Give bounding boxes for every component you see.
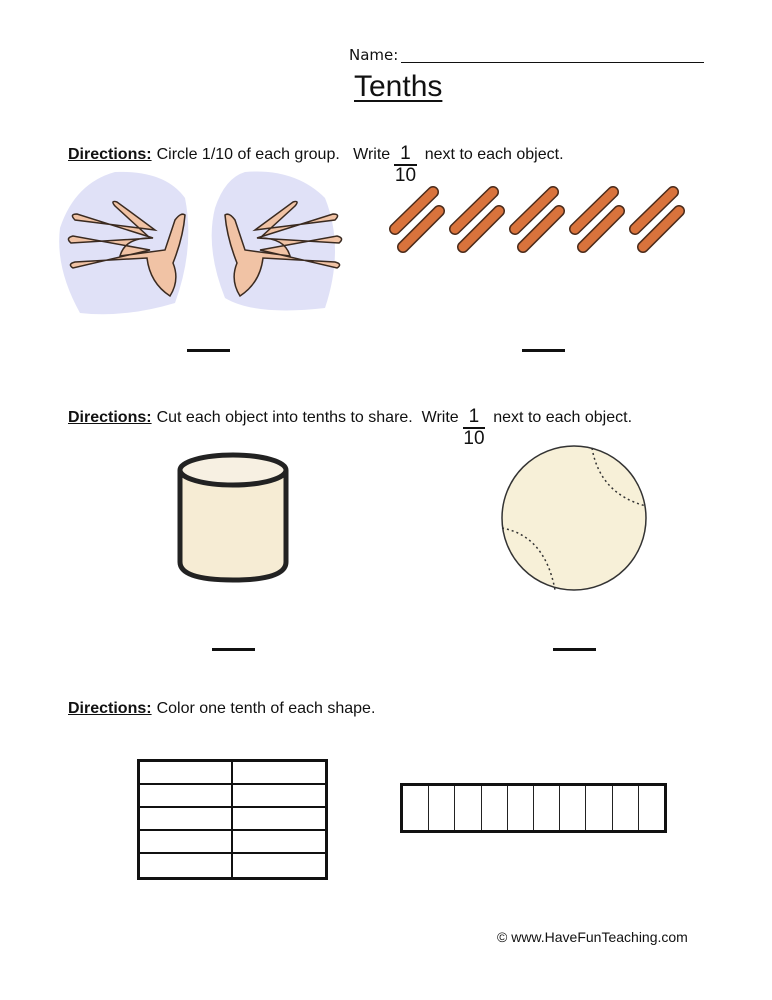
name-input-line[interactable]	[401, 62, 704, 63]
strip-cell[interactable]	[639, 786, 664, 830]
strip-cell[interactable]	[429, 786, 455, 830]
cylinder-image	[175, 450, 291, 585]
directions-label: Directions:	[68, 409, 152, 426]
page-title: Tenths	[354, 70, 443, 103]
strip-cell[interactable]	[534, 786, 560, 830]
grid-cell[interactable]	[140, 831, 233, 854]
grid-cell[interactable]	[140, 808, 233, 831]
answer-blank-hands[interactable]	[187, 349, 230, 352]
fraction-one-tenth: $\frac{1}{10}$	[394, 143, 417, 186]
grid-cell[interactable]	[140, 762, 233, 785]
answer-blank-cylinder[interactable]	[212, 648, 255, 651]
directions-2	[68, 397, 633, 449]
directions-3	[68, 700, 375, 718]
strip-cell[interactable]	[613, 786, 639, 830]
strip-cell[interactable]	[560, 786, 586, 830]
answer-blank-sausages[interactable]	[522, 349, 565, 352]
directions-label: Directions:	[68, 146, 152, 163]
baseball-image	[500, 444, 648, 592]
name-label: Name:	[349, 46, 399, 64]
grid-cell[interactable]	[233, 854, 326, 877]
directions-text: Cut each object into tenths to share. Write	[156, 409, 459, 426]
grid-cell[interactable]	[233, 762, 326, 785]
sausages-image	[385, 183, 685, 258]
hands-image	[55, 168, 355, 318]
grid-cell[interactable]	[233, 808, 326, 831]
directions-text: Circle 1/10 of each group. Write	[156, 146, 391, 163]
directions-text: Color one tenth of each shape.	[156, 700, 376, 717]
strip-cell[interactable]	[586, 786, 612, 830]
strip-cell[interactable]	[508, 786, 534, 830]
fraction-one-tenth: $\frac{1}{10}$	[463, 406, 485, 449]
directions-text-after: next to each object.	[424, 146, 564, 163]
grid-cell[interactable]	[233, 831, 326, 854]
grid-cell[interactable]	[140, 785, 233, 808]
directions-text-after: next to each object.	[493, 409, 633, 426]
strip-10-shape[interactable]	[400, 783, 667, 833]
answer-blank-baseball[interactable]	[553, 648, 596, 651]
strip-cell[interactable]	[403, 786, 429, 830]
directions-label: Directions:	[68, 700, 152, 717]
grid-cell[interactable]	[233, 785, 326, 808]
copyright-footer: © www.HaveFunTeaching.com	[497, 929, 688, 945]
strip-cell[interactable]	[455, 786, 481, 830]
grid-cell[interactable]	[140, 854, 233, 877]
grid-2x5-shape[interactable]	[137, 759, 328, 880]
strip-cell[interactable]	[482, 786, 508, 830]
